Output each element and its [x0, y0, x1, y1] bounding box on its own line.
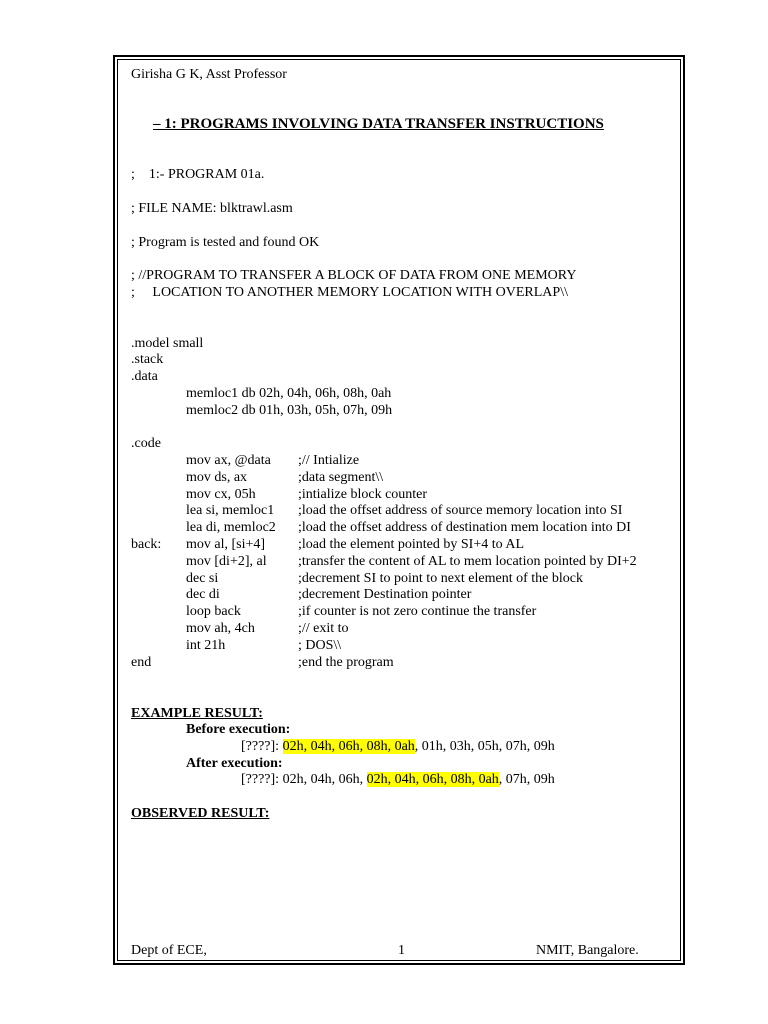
data-memloc2: memloc2 db 01h, 03h, 05h, 07h, 09h	[186, 403, 393, 418]
directive-data: .data	[131, 369, 158, 384]
code-comment: ;data segment\\	[298, 470, 384, 485]
code-comment: ;decrement Destination pointer	[298, 587, 472, 602]
code-instruction: dec di	[186, 587, 220, 602]
footer-dept: Dept of ECE,	[131, 943, 207, 958]
after-highlight: 02h, 04h, 06h, 08h, 0ah	[366, 772, 499, 787]
directive-stack: .stack	[131, 352, 164, 367]
directive-model: .model small	[131, 336, 204, 351]
before-execution-label: Before execution:	[186, 722, 291, 737]
observed-heading: OBSERVED RESULT:	[131, 806, 270, 821]
page-title: – 1: PROGRAMS INVOLVING DATA TRANSFER INSTRUCTIONS	[153, 116, 604, 132]
code-instruction: dec si	[186, 571, 219, 586]
comment-file-name: ; FILE NAME: blktrawl.asm	[131, 201, 293, 216]
code-instruction: mov cx, 05h	[186, 487, 256, 502]
example-heading: EXAMPLE RESULT:	[131, 706, 263, 721]
code-comment: ;load the offset address of source memory location into SI	[298, 503, 623, 518]
code-label: end	[131, 655, 152, 670]
after-execution-values	[241, 772, 555, 788]
before-execution-values	[241, 739, 555, 755]
before-prefix: [????]:	[241, 739, 283, 754]
code-label: back:	[131, 537, 162, 552]
directive-code: .code	[131, 436, 161, 451]
code-instruction: mov [di+2], al	[186, 554, 267, 569]
code-comment: ; DOS\\	[298, 638, 342, 653]
code-instruction: loop back	[186, 604, 241, 619]
code-instruction: lea di, memloc2	[186, 520, 276, 535]
footer-institute: NMIT, Bangalore.	[536, 943, 639, 958]
code-instruction: lea si, memloc1	[186, 503, 275, 518]
comment-description-line1: ; //PROGRAM TO TRANSFER A BLOCK OF DATA FROM ONE MEMORY	[131, 268, 577, 283]
code-comment: ;// exit to	[298, 621, 349, 636]
after-rest: , 07h, 09h	[498, 772, 555, 787]
data-memloc1: memloc1 db 02h, 04h, 06h, 08h, 0ah	[186, 386, 392, 401]
after-execution-label: After execution:	[186, 756, 283, 771]
comment-description-line2: ; LOCATION TO ANOTHER MEMORY LOCATION WITH OVERLAP\\	[131, 285, 568, 300]
code-comment: ;decrement SI to point to next element of the block	[298, 571, 583, 586]
code-instruction: mov ds, ax	[186, 470, 248, 485]
comment-program-number: ; 1:- PROGRAM 01a.	[131, 167, 265, 182]
code-comment: ;end the program	[298, 655, 394, 670]
code-comment: ;load the element pointed by SI+4 to AL	[298, 537, 525, 552]
after-prefix: [????]: 02h, 04h, 06h,	[241, 772, 367, 787]
before-rest: , 01h, 03h, 05h, 07h, 09h	[414, 739, 555, 754]
comment-tested: ; Program is tested and found OK	[131, 235, 320, 250]
code-instruction: mov ax, @data	[186, 453, 271, 468]
before-highlight: 02h, 04h, 06h, 08h, 0ah	[282, 739, 415, 754]
code-instruction: int 21h	[186, 638, 226, 653]
code-comment: ;if counter is not zero continue the transfer	[298, 604, 537, 619]
code-comment: ;transfer the content of AL to mem location pointed by DI+2	[298, 554, 637, 569]
code-comment: ;// Intialize	[298, 453, 360, 468]
header-author: Girisha G K, Asst Professor	[131, 67, 287, 82]
code-comment: ;load the offset address of destination mem location into DI	[298, 520, 631, 535]
code-instruction: mov ah, 4ch	[186, 621, 255, 636]
footer-page-number: 1	[398, 943, 405, 958]
code-instruction: mov al, [si+4]	[186, 537, 266, 552]
code-comment: ;intialize block counter	[298, 487, 428, 502]
